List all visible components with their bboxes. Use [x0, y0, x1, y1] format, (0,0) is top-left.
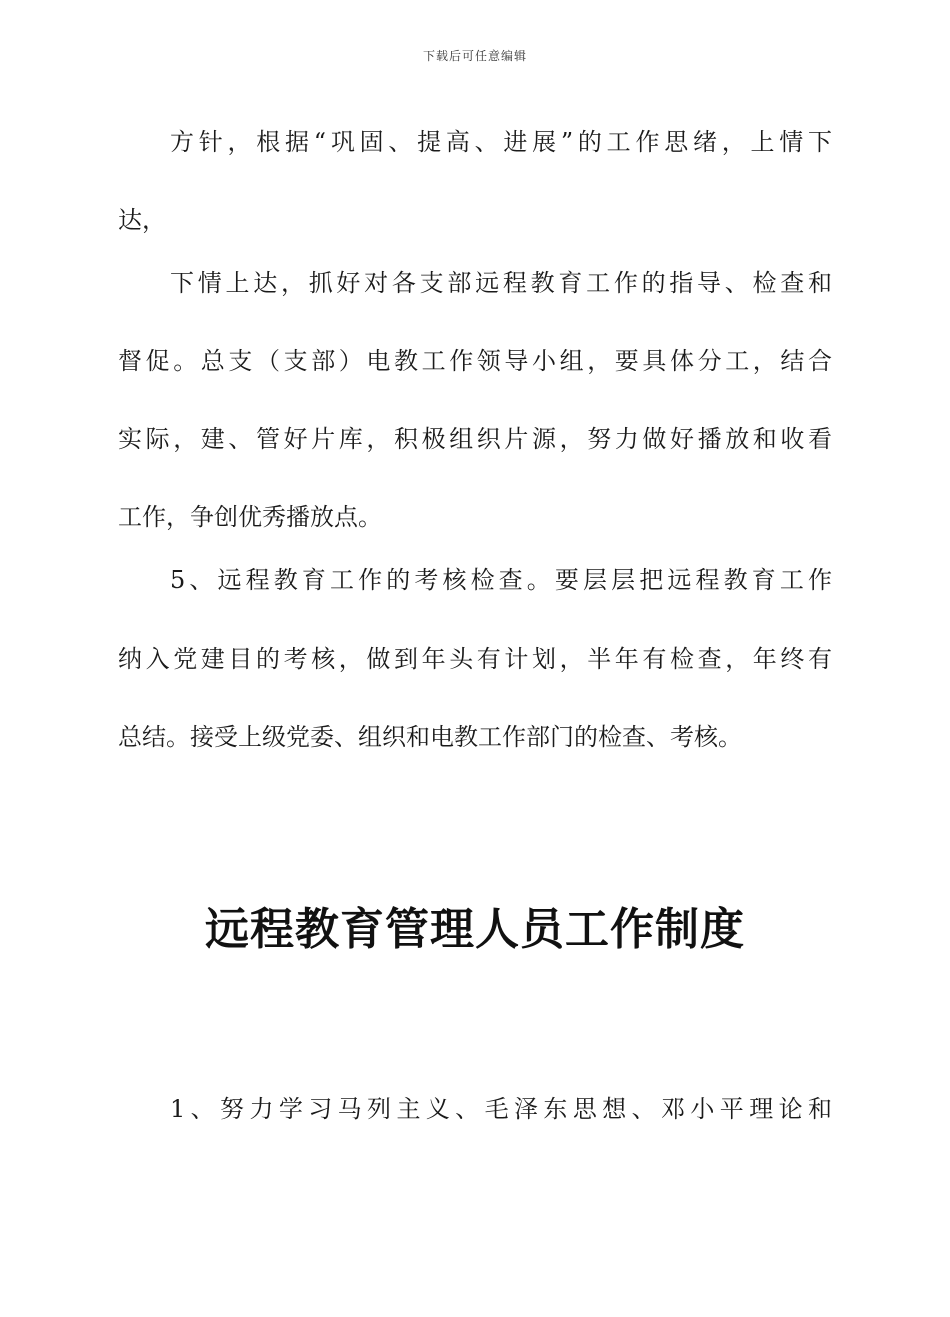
paragraph-line: 5、远程教育工作的考核检查。要层层把远程教育工作 [170, 566, 832, 594]
header-note: 下载后可任意编辑 [422, 49, 527, 63]
paragraph-line: 下情上达，抓好对各支部远程教育工作的指导、检查和 [170, 269, 832, 297]
paragraph-line: 工作，争创优秀播放点。 [118, 503, 382, 531]
paragraph-line: 纳入党建目的考核，做到年头有计划，半年有检查，年终有 [118, 645, 832, 673]
paragraph-line: 方针，根据“巩固、提高、进展”的工作思绪，上情下 [170, 128, 832, 156]
paragraph-line: 达， [118, 206, 166, 234]
paragraph-line: 实际，建、管好片库，积极组织片源，努力做好播放和收看 [118, 425, 832, 453]
paragraph-line: 总结。接受上级党委、组织和电教工作部门的检查、考核。 [118, 723, 742, 751]
paragraph-line: 督促。总支（支部）电教工作领导小组，要具体分工，结合 [118, 347, 832, 375]
paragraph-line: 1、努力学习马列主义、毛泽东思想、邓小平理论和 [170, 1095, 832, 1123]
section-title: 远程教育管理人员工作制度 [205, 904, 745, 955]
